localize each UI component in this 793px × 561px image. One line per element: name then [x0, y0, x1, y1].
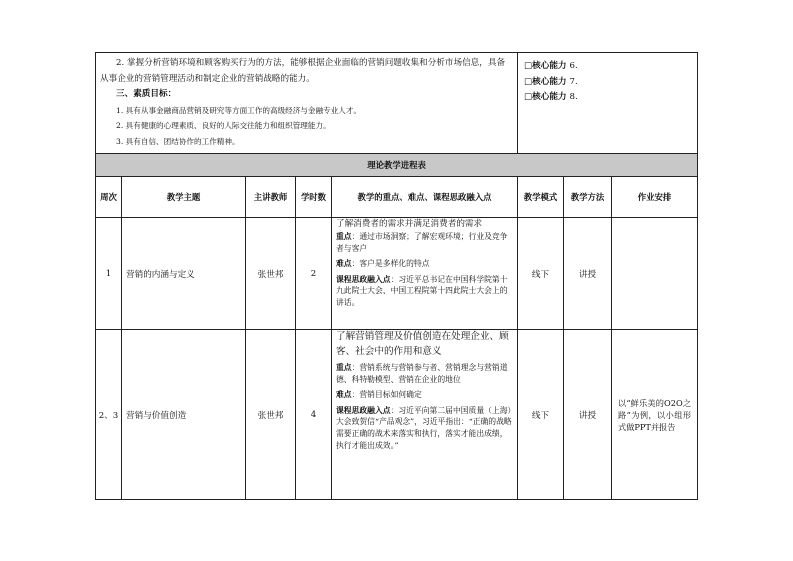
objectives-cell [96, 53, 518, 154]
row-2-mode: 线下 [518, 330, 564, 500]
row-1-points [332, 218, 518, 330]
row-1-mode: 线下 [518, 218, 564, 330]
core-ability-7: □核心能力 7. [524, 76, 578, 87]
row-1-difficulty: 难点：客户是多样化的特点 [336, 259, 430, 269]
header-hours: 学时数 [296, 177, 332, 218]
row-1-hours: 2 [296, 218, 332, 330]
row-1-intro: 了解消费者的需求并满足消费者的需求 [336, 219, 483, 229]
core-ability-6: □核心能力 6. [524, 61, 578, 71]
quality-item-2: 2. 具有健康的心理素质、良好的人际交往能力和组织管理能力。 [116, 121, 331, 130]
row-2-intro: 了解营销管理及价值创造在处理企业、顾客、社会中的作用和意义 [336, 331, 509, 357]
header-week: 周次 [96, 177, 122, 218]
row-2-hours: 4 [296, 330, 332, 500]
row-1-teacher: 张世邦 [246, 218, 296, 330]
row-1-method: 讲授 [564, 218, 612, 330]
section-title-row [96, 154, 698, 177]
row-2-key: 重点：营销系统与营销参与者、营销理念与营销道德、科特勒模型、营销在企业的地位 [336, 363, 508, 384]
ability-2-text: 2. 掌握分析营销环境和顾客购买行为的方法，能够根据企业面临的营销问题收集和分析市场信息，具备从事企业的营销管理活动和制定企业的营销战略的能力。 [100, 58, 506, 84]
row-2-topic: 营销与价值创造 [122, 330, 246, 500]
syllabus-page [95, 52, 697, 500]
header-row [96, 177, 698, 218]
objectives-row [96, 53, 698, 154]
quality-heading: 三、素质目标： [116, 89, 177, 99]
row-2-points [332, 330, 518, 500]
row-2-teacher: 张世邦 [246, 330, 296, 500]
quality-item-3: 3. 具有自信、团结协作的工作精神。 [116, 136, 240, 146]
header-homework: 作业安排 [612, 177, 698, 218]
row-2-method: 讲授 [564, 330, 612, 500]
row-1-key: 重点：通过市场洞察；了解宏观环境；行业及竞争者与客户 [336, 232, 508, 253]
header-method: 教学方法 [564, 177, 612, 218]
row-1-topic: 营销的内涵与定义 [122, 218, 246, 330]
core-ability-8: □核心能力 8. [524, 92, 578, 102]
section-title: 理论教学进程表 [96, 154, 698, 177]
row-2-homework: 以“鲜乐美的O2O之路”为例，以小组形式做PPT并报告 [612, 330, 698, 500]
header-topic: 教学主题 [122, 177, 246, 218]
row-2-week: 2、3 [96, 330, 122, 500]
header-points: 教学的重点、难点、课程思政融入点 [332, 177, 518, 218]
table-row [96, 330, 698, 500]
quality-item-1: 1. 具有从事金融商品营销及研究等方面工作的高级经济与金融专业人才。 [116, 105, 362, 115]
row-1-week: 1 [96, 218, 122, 330]
syllabus-table [95, 52, 698, 500]
row-1-ideology: 课程思政融入点：习近平总书记在中国科学院第十九此院士大会、中国工程院第十四此院士大会上的讲话。 [336, 274, 508, 307]
row-1-homework [612, 218, 698, 330]
row-2-ideology: 课程思政融入点：习近平向第二届中国质量（上海）大会致贺信“产品观念”，习近平指出：“正确的战略需要正确的战术来落实和执行，落实才能出成绩，执行才能出成效。” [336, 405, 512, 450]
header-teacher: 主讲教师 [246, 177, 296, 218]
header-mode: 教学模式 [518, 177, 564, 218]
table-row [96, 218, 698, 330]
core-abilities-cell [518, 53, 698, 154]
row-2-difficulty: 难点：营销目标如何确定 [336, 390, 422, 400]
